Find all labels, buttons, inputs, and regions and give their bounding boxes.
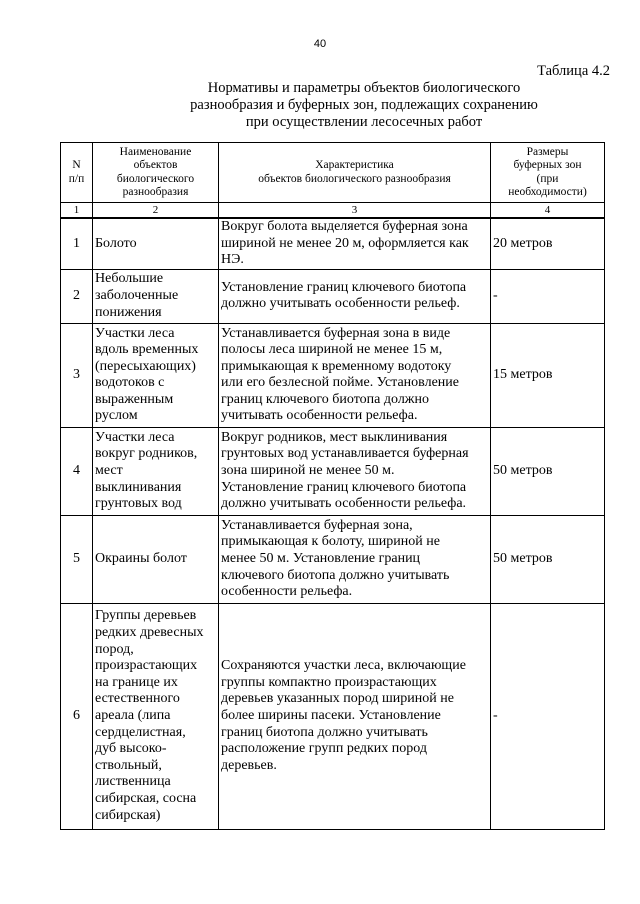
description-line: должно учитывать особенности рельефа. (221, 496, 467, 512)
row-number: 6 (61, 603, 93, 829)
description-cell (219, 218, 491, 269)
row-number: 4 (61, 427, 93, 515)
table-row (61, 218, 605, 269)
table-row (61, 269, 605, 323)
description-cell (219, 269, 491, 323)
header-name-line: биологического (116, 172, 195, 185)
header-desc-line: Характеристика (315, 159, 394, 171)
description-line: границ биотопа должно учитывать (221, 724, 428, 740)
page-number: 40 (313, 38, 327, 50)
description-cell (219, 603, 491, 829)
description-line: Установление границ ключевого биотопа (221, 479, 467, 495)
biodiversity-table (60, 142, 605, 830)
title-line: разнообразия и буферных зон, подлежащих сохранению (190, 97, 538, 113)
title-line: при осуществлении лесосечных работ (245, 114, 483, 130)
description-line: Вокруг родников, мест выклинивания (221, 429, 448, 445)
description-line: Сохраняются участки леса, включающие (221, 658, 466, 674)
object-name-line: понижения (95, 304, 162, 320)
object-name-cell (93, 218, 219, 269)
description-line: Устанавливается буферная зона, (221, 517, 413, 533)
description-line: Устанавливается буферная зона в виде (221, 325, 451, 341)
title-line: Нормативы и параметры объектов биологического (207, 80, 521, 96)
description-line: примыкающая к временному водотоку (221, 358, 452, 374)
object-name-cell (93, 515, 219, 603)
column-number: 1 (61, 203, 93, 219)
object-name-line: сердцелистная, (95, 724, 186, 740)
object-name-line: пород, (95, 641, 134, 657)
column-number: 3 (219, 203, 491, 219)
row-number: 5 (61, 515, 93, 603)
table-label: Таблица 4.2 (537, 63, 610, 79)
description-line: или его безлесной пойме. Установление (221, 375, 459, 391)
row-number: 1 (61, 218, 93, 269)
object-name-line: на границе их (95, 674, 178, 690)
object-name-line: Группы деревьев (95, 608, 197, 624)
object-name-cell (93, 323, 219, 427)
object-name-line: естественного (95, 691, 180, 707)
object-name-line: грунтовых вод (95, 496, 182, 512)
buffer-size-cell: 20 метров (491, 218, 605, 269)
description-line: грунтовых вод устанавливается буферная (221, 446, 469, 462)
header-size-line: буферных зон (513, 159, 582, 171)
object-name-line: лиственница (95, 774, 171, 790)
table-row (61, 515, 605, 603)
object-name-line: Болото (95, 235, 137, 251)
header-desc-line: объектов биологического разнообразия (258, 172, 451, 185)
object-name-cell (93, 427, 219, 515)
description-line: примыкающая к болоту, шириной не (221, 534, 440, 550)
buffer-size-cell: 50 метров (491, 427, 605, 515)
header-name-line: Наименование (119, 145, 192, 158)
object-name-line: сибирская) (95, 807, 161, 823)
object-name-line: вдоль временных (95, 342, 199, 358)
header-size (491, 143, 605, 203)
description-line: Установление границ ключевого биотопа (221, 279, 467, 295)
description-line: особенности рельефа. (221, 584, 353, 600)
header-desc (219, 143, 491, 203)
description-cell (219, 515, 491, 603)
header-size-line: необходимости) (508, 186, 587, 198)
object-name-cell (93, 603, 219, 829)
buffer-size-cell: - (491, 603, 605, 829)
object-name-line: дуб высоко- (95, 741, 167, 757)
description-line: Вокруг болота выделяется буферная зона (221, 219, 468, 234)
column-number-row (61, 203, 605, 219)
object-name-line: редких древесных (95, 625, 204, 641)
object-name-line: произрастающих (95, 658, 198, 674)
description-cell (219, 427, 491, 515)
object-name-line: Участки леса (95, 325, 175, 341)
object-name-line: заболоченные (95, 287, 179, 303)
description-line: менее 50 м. Установление границ (221, 550, 421, 566)
description-line: ключевого биотопа должно учитывать (221, 567, 450, 583)
object-name-line: выклинивания (95, 479, 182, 495)
object-name-line: Небольшие (95, 271, 164, 287)
description-line: группы компактно произрастающих (221, 674, 437, 690)
header-num-line: N (72, 159, 81, 171)
object-name-line: ствольный, (95, 757, 162, 773)
object-name-line: водотоков с (95, 375, 165, 391)
object-name-line: (пересыхающих) (95, 358, 196, 374)
header-name-line: разнообразия (122, 186, 189, 198)
row-number: 3 (61, 323, 93, 427)
object-name-line: руслом (95, 408, 138, 424)
description-line: учитывать особенности рельефа. (221, 408, 418, 424)
object-name-line: выраженным (95, 391, 174, 407)
row-number: 2 (61, 269, 93, 323)
header-num-line: п/п (68, 172, 85, 185)
column-number: 4 (491, 203, 605, 219)
buffer-size-cell: 50 метров (491, 515, 605, 603)
description-line: НЭ. (221, 252, 244, 268)
table-row (61, 427, 605, 515)
header-name-line: объектов (133, 159, 178, 171)
description-line: полосы леса шириной не менее 15 м, (221, 342, 443, 358)
object-name-line: сибирская, сосна (95, 790, 197, 806)
buffer-size-cell: 15 метров (491, 323, 605, 427)
object-name-line: вокруг родников, (95, 446, 198, 462)
object-name-line: мест (95, 462, 123, 478)
table-row (61, 603, 605, 829)
description-line: шириной не менее 20 м, оформляется как (221, 235, 469, 251)
header-size-line: (при (536, 172, 559, 185)
description-line: расположение групп редких пород (221, 741, 427, 757)
description-line: деревьев. (221, 757, 277, 773)
object-name-line: Участки леса (95, 429, 175, 445)
description-line: границ ключевого биотопа должно (221, 391, 429, 407)
description-line: зона шириной не менее 50 м. (221, 462, 395, 478)
description-cell (219, 323, 491, 427)
header-name (93, 143, 219, 203)
header-size-line: Размеры (526, 145, 569, 158)
description-line: деревьев указанных пород шириной не (221, 691, 454, 707)
object-name-line: ареала (липа (95, 707, 171, 723)
object-name-line: Окраины болот (95, 550, 187, 566)
column-number: 2 (93, 203, 219, 219)
header-row (61, 143, 605, 203)
table-title (120, 80, 608, 131)
header-num (61, 143, 93, 203)
object-name-cell (93, 269, 219, 323)
table-body (61, 218, 605, 829)
description-line: более ширины пасеки. Установление (221, 707, 441, 723)
description-line: должно учитывать особенности рельеф. (221, 296, 460, 312)
buffer-size-cell: - (491, 269, 605, 323)
table-row (61, 323, 605, 427)
